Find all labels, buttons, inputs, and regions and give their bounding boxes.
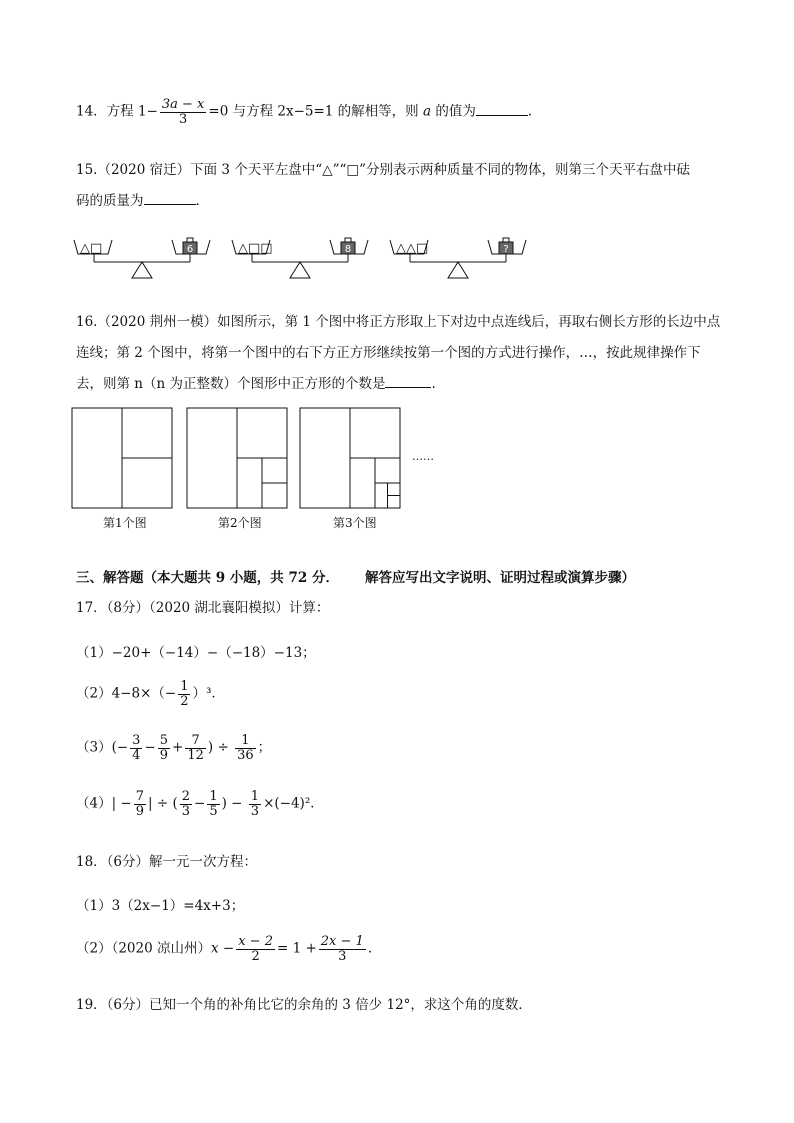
q17-p2-end: ）³．: [192, 685, 225, 702]
q17-p2-den: 2: [180, 693, 189, 709]
q17-part-1: （1）−20+（−14）−（−18）−13；: [76, 645, 316, 661]
q18-part-1: （1）3（2x−1）=4x+3；: [76, 898, 245, 914]
q17-p3-frac1: [130, 734, 142, 762]
q17-p2-fraction: [178, 680, 190, 708]
q17-p4-f2-num: 2: [181, 789, 191, 804]
caption-figure-1: 第1个图: [103, 516, 147, 530]
q18-p2-f2-num: 2x − 1: [320, 934, 364, 949]
q17-p3-f4-den: 36: [237, 747, 254, 763]
question-19: 19．（6分）已知一个角的补角比它的余角的 3 倍少 12°，求这个角的度数．: [76, 997, 532, 1013]
q17-p2-start: （2）4−8×（−: [76, 685, 177, 702]
q18-p2-start: （2）（2020 凉山州）: [76, 940, 211, 957]
q17-p4-mid: | ÷ (: [148, 795, 178, 812]
balance-weight-label: ?: [503, 244, 509, 255]
q18-p2-mid: = 1 +: [276, 940, 317, 957]
q14-frac-num: 3a − x: [161, 97, 205, 112]
q18-p2-f1-num: x − 2: [238, 934, 273, 949]
balance-left-objects: △△□: [396, 241, 429, 256]
q14-answer-blank: [476, 103, 528, 116]
q17-p3-f3-num: 7: [185, 734, 206, 749]
balance-left-objects: △□□: [238, 241, 273, 256]
q17-p3-frac3: [185, 734, 206, 762]
q17-p4-frac1: [134, 790, 146, 818]
balance-left-objects: △□: [80, 241, 103, 256]
squares-figure: [70, 406, 450, 512]
balance-3: [390, 238, 526, 278]
q17-p2-num: 1: [180, 679, 189, 694]
q17-p4-end: ×(−4)²．: [263, 795, 324, 812]
question-16-line2: 连线；第 2 个图中，将第一个图中的右下方正方形继续按第一个图的方式进行操作，…，按此规律操作下: [76, 345, 701, 361]
q17-p4-frac4: [249, 790, 261, 818]
q17-p4-frac2: [180, 790, 192, 818]
balance-weight-label: 6: [186, 244, 194, 255]
square-figure-1: [72, 408, 172, 508]
q14-var: a: [422, 103, 432, 120]
q18-p2-x: x −: [211, 940, 235, 957]
question-16-line1: 16.（2020 荆州一模）如图所示，第 1 个图中将正方形取上下对边中点连线后，再取右侧长方形的长边中点: [76, 314, 721, 330]
section-3-title: 三、解答题（本大题共 9 小题，共 72 分．: [76, 570, 339, 586]
q17-p4-f3-den: 5: [209, 803, 218, 819]
q17-p3-f1-den: 4: [132, 747, 141, 763]
q17-p4-f4-den: 3: [250, 803, 260, 819]
q17-p4-f1-den: 9: [135, 803, 145, 819]
q17-p4-f2-den: 3: [181, 803, 191, 819]
q15-end: ．: [195, 193, 209, 209]
q18-p2-frac1: [236, 935, 275, 963]
q18-p2-f1-den: 2: [251, 948, 260, 964]
q17-p3-f2-den: 9: [159, 747, 169, 763]
question-18-title: 18．（6分）解一元一次方程：: [76, 854, 258, 870]
q17-p3-f3-den: 12: [187, 747, 204, 763]
q17-p4-start: （4）| −: [76, 795, 132, 812]
balances-figure: [70, 228, 540, 283]
q17-p3-f1-num: 3: [132, 733, 141, 748]
q15-answer-blank: [144, 192, 196, 205]
caption-figure-3: 第3个图: [333, 516, 377, 530]
square-figure-2: [187, 408, 287, 508]
q17-part-2: [76, 680, 225, 708]
question-17-title: 17．（8分）（2020 湖北襄阳模拟）计算：: [76, 600, 330, 616]
q14-prefix: 14．方程 1−: [76, 103, 158, 120]
question-16-line3: [76, 372, 436, 392]
q14-end: ．: [527, 103, 542, 120]
q14-frac-den: 3: [178, 111, 188, 127]
q16-answer-blank: [385, 375, 431, 388]
q17-p3-end: ；: [257, 739, 272, 756]
q17-p3-frac2: [158, 734, 170, 762]
square-figure-3: [300, 408, 400, 508]
q17-p3-start: （3）(−: [76, 739, 129, 756]
q17-p3-f2-num: 5: [159, 733, 169, 748]
question-15-line2: [76, 189, 209, 209]
q17-part-3: （3）(− $\frac{3}{4}$ − $\frac{5}{9}$ + $\frac{7}{12}$ ) ÷ $\frac{1}{36}$ ；: [76, 733, 272, 763]
q17-part-4: （4）| − $\frac{7}{9}$ | ÷ ( $\frac{2}{3}$ − $\frac{1}{5}$ ) − $\frac{1}{3}$ ×(−4)²．: [76, 789, 324, 819]
q18-part-2: [76, 935, 381, 963]
question-14: [76, 98, 541, 126]
balance-1: [74, 238, 210, 278]
q14-suffix: 的值为: [431, 103, 476, 120]
balance-2: [232, 238, 368, 278]
square-figure-ellipsis: ……: [412, 450, 434, 463]
q15-line2-text: 码的质量为: [76, 193, 144, 209]
q17-p3-f4-num: 1: [235, 734, 256, 749]
balance-weight-label: 8: [344, 244, 352, 255]
q18-p2-f2-den: 3: [338, 948, 347, 964]
caption-figure-2: 第2个图: [218, 516, 262, 530]
section-3-note: 解答应写出文字说明、证明过程或演算步骤）: [364, 570, 635, 586]
q16-end: .: [431, 376, 436, 392]
q17-p4-frac3: [207, 790, 219, 818]
q18-p2-end: ．: [367, 940, 382, 957]
q14-middle: =0 与方程 2x−5=1 的解相等，则: [208, 103, 423, 120]
q16-line3-text: 去，则第 n（n 为正整数）个图形中正方形的个数是: [76, 376, 386, 392]
section-3-heading: [76, 566, 635, 586]
q14-fraction: [160, 98, 207, 126]
q17-p3-frac4: [235, 734, 256, 762]
q18-p2-frac2: [319, 935, 366, 963]
q17-p4-f1-num: 7: [135, 789, 145, 804]
q17-p4-f3-num: 1: [209, 789, 218, 804]
q17-p4-f4-num: 1: [250, 789, 260, 804]
question-15-line1: 15.（2020 宿迁）下面 3 个天平左盘中“△”“□”分别表示两种质量不同的物体，则第三个天平右盘中砝: [76, 162, 691, 178]
